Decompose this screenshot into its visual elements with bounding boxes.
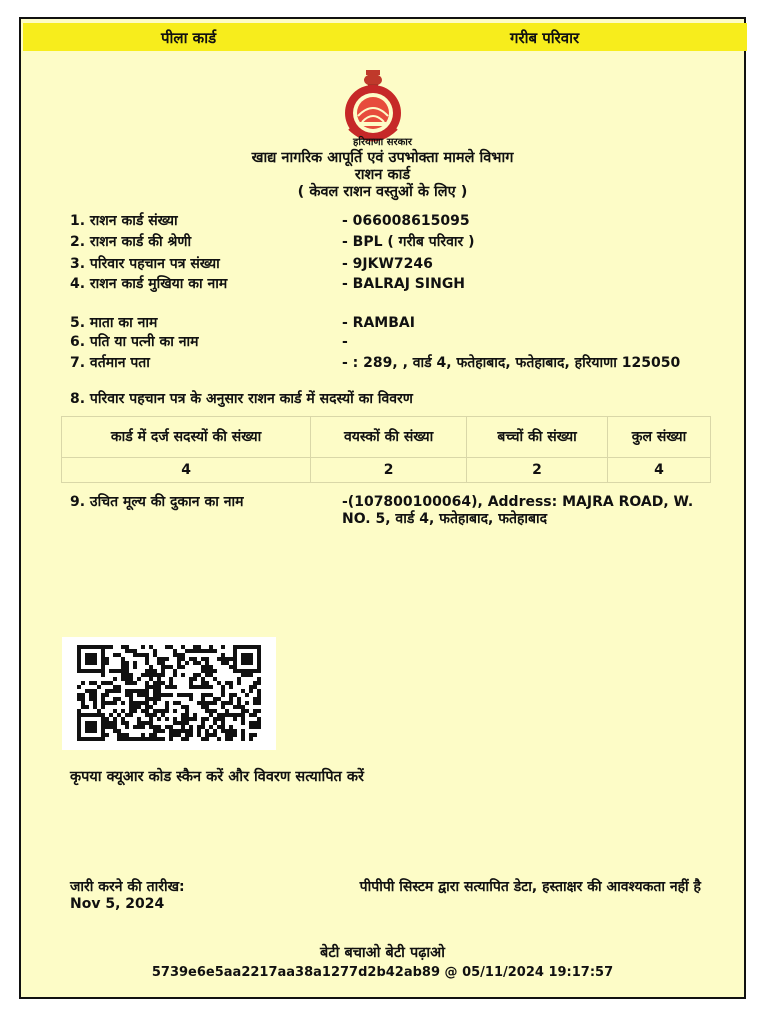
members-heading: 8. परिवार पहचान पत्र के अनुसार राशन कार्ड में सदस्यों का विवरण — [70, 391, 413, 407]
field-value: - 9JKW7246 — [342, 256, 433, 272]
card-color-label: पीला कार्ड — [161, 29, 217, 47]
table-cell: 2 — [467, 458, 608, 483]
field-value: - — [342, 334, 348, 350]
table-header-row — [62, 417, 711, 458]
table-header-cell: कुल संख्या — [607, 417, 710, 458]
slogan: बेटी बचाओ बेटी पढ़ाओ — [320, 945, 445, 961]
field-value: - 066008615095 — [342, 213, 470, 229]
card-category-label: गरीब परिवार — [510, 29, 580, 47]
card-purpose: ( केवल राशन वस्तुओं के लिए ) — [297, 184, 468, 200]
field-value: - : 289, , वार्ड 4, फतेहाबाद, फतेहाबाद, हरियाणा 125050 — [342, 355, 681, 371]
field-value: - BPL ( गरीब परिवार ) — [342, 234, 475, 250]
scan-instruction: कृपया क्यूआर कोड स्कैन करें और विवरण सत्यापित करें — [70, 769, 364, 785]
field-label: 3. परिवार पहचान पत्र संख्या — [70, 256, 220, 272]
field-label: 1. राशन कार्ड संख्या — [70, 213, 178, 229]
field-value: - RAMBAI — [342, 315, 415, 331]
department-name: खाद्य नागरिक आपूर्ति एवं उपभोक्ता मामले विभाग — [251, 150, 514, 166]
card-heading — [21, 150, 744, 201]
issue-date-block — [70, 879, 185, 913]
table-cell: 4 — [607, 458, 710, 483]
field-value: - BALRAJ SINGH — [342, 276, 466, 292]
card-type: राशन कार्ड — [354, 167, 411, 183]
haryana-emblem-icon — [338, 66, 408, 142]
field-value: -(107800100064), Address: MAJRA ROAD, W. NO. 5, वार्ड 4, फतेहाबाद, फतेहाबाद — [342, 494, 694, 527]
field-label: 9. उचित मूल्य की दुकान का नाम — [70, 494, 244, 510]
issue-date: Nov 5, 2024 — [70, 896, 165, 912]
table-header-cell: वयस्कों की संख्या — [311, 417, 467, 458]
table-header-cell: कार्ड में दर्ज सदस्यों की संख्या — [62, 417, 311, 458]
field-label: 6. पति या पत्नी का नाम — [70, 334, 199, 350]
field-label: 5. माता का नाम — [70, 315, 158, 331]
table-cell: 2 — [311, 458, 467, 483]
field-label: 4. राशन कार्ड मुखिया का नाम — [70, 276, 228, 292]
table-header-cell: बच्चों की संख्या — [467, 417, 608, 458]
qr-code-icon[interactable] — [62, 637, 276, 750]
document-hash: 5739e6e5aa2217aa38a1277d2b42ab89 @ 05/11/2024 19:17:57 — [151, 965, 614, 980]
government-label: हरियाणा सरकार — [353, 137, 412, 148]
field-label: 2. राशन कार्ड की श्रेणी — [70, 234, 192, 250]
verification-note: पीपीपी सिस्टम द्वारा सत्यापित डेटा, हस्ताक्षर की आवश्यकता नहीं है — [359, 879, 701, 895]
members-table — [61, 416, 711, 483]
field-label: 7. वर्तमान पता — [70, 355, 150, 371]
header-bar — [23, 23, 747, 51]
issue-date-label: जारी करने की तारीख: — [70, 879, 185, 895]
table-cell: 4 — [62, 458, 311, 483]
ration-card — [19, 17, 746, 999]
table-row — [62, 458, 711, 483]
